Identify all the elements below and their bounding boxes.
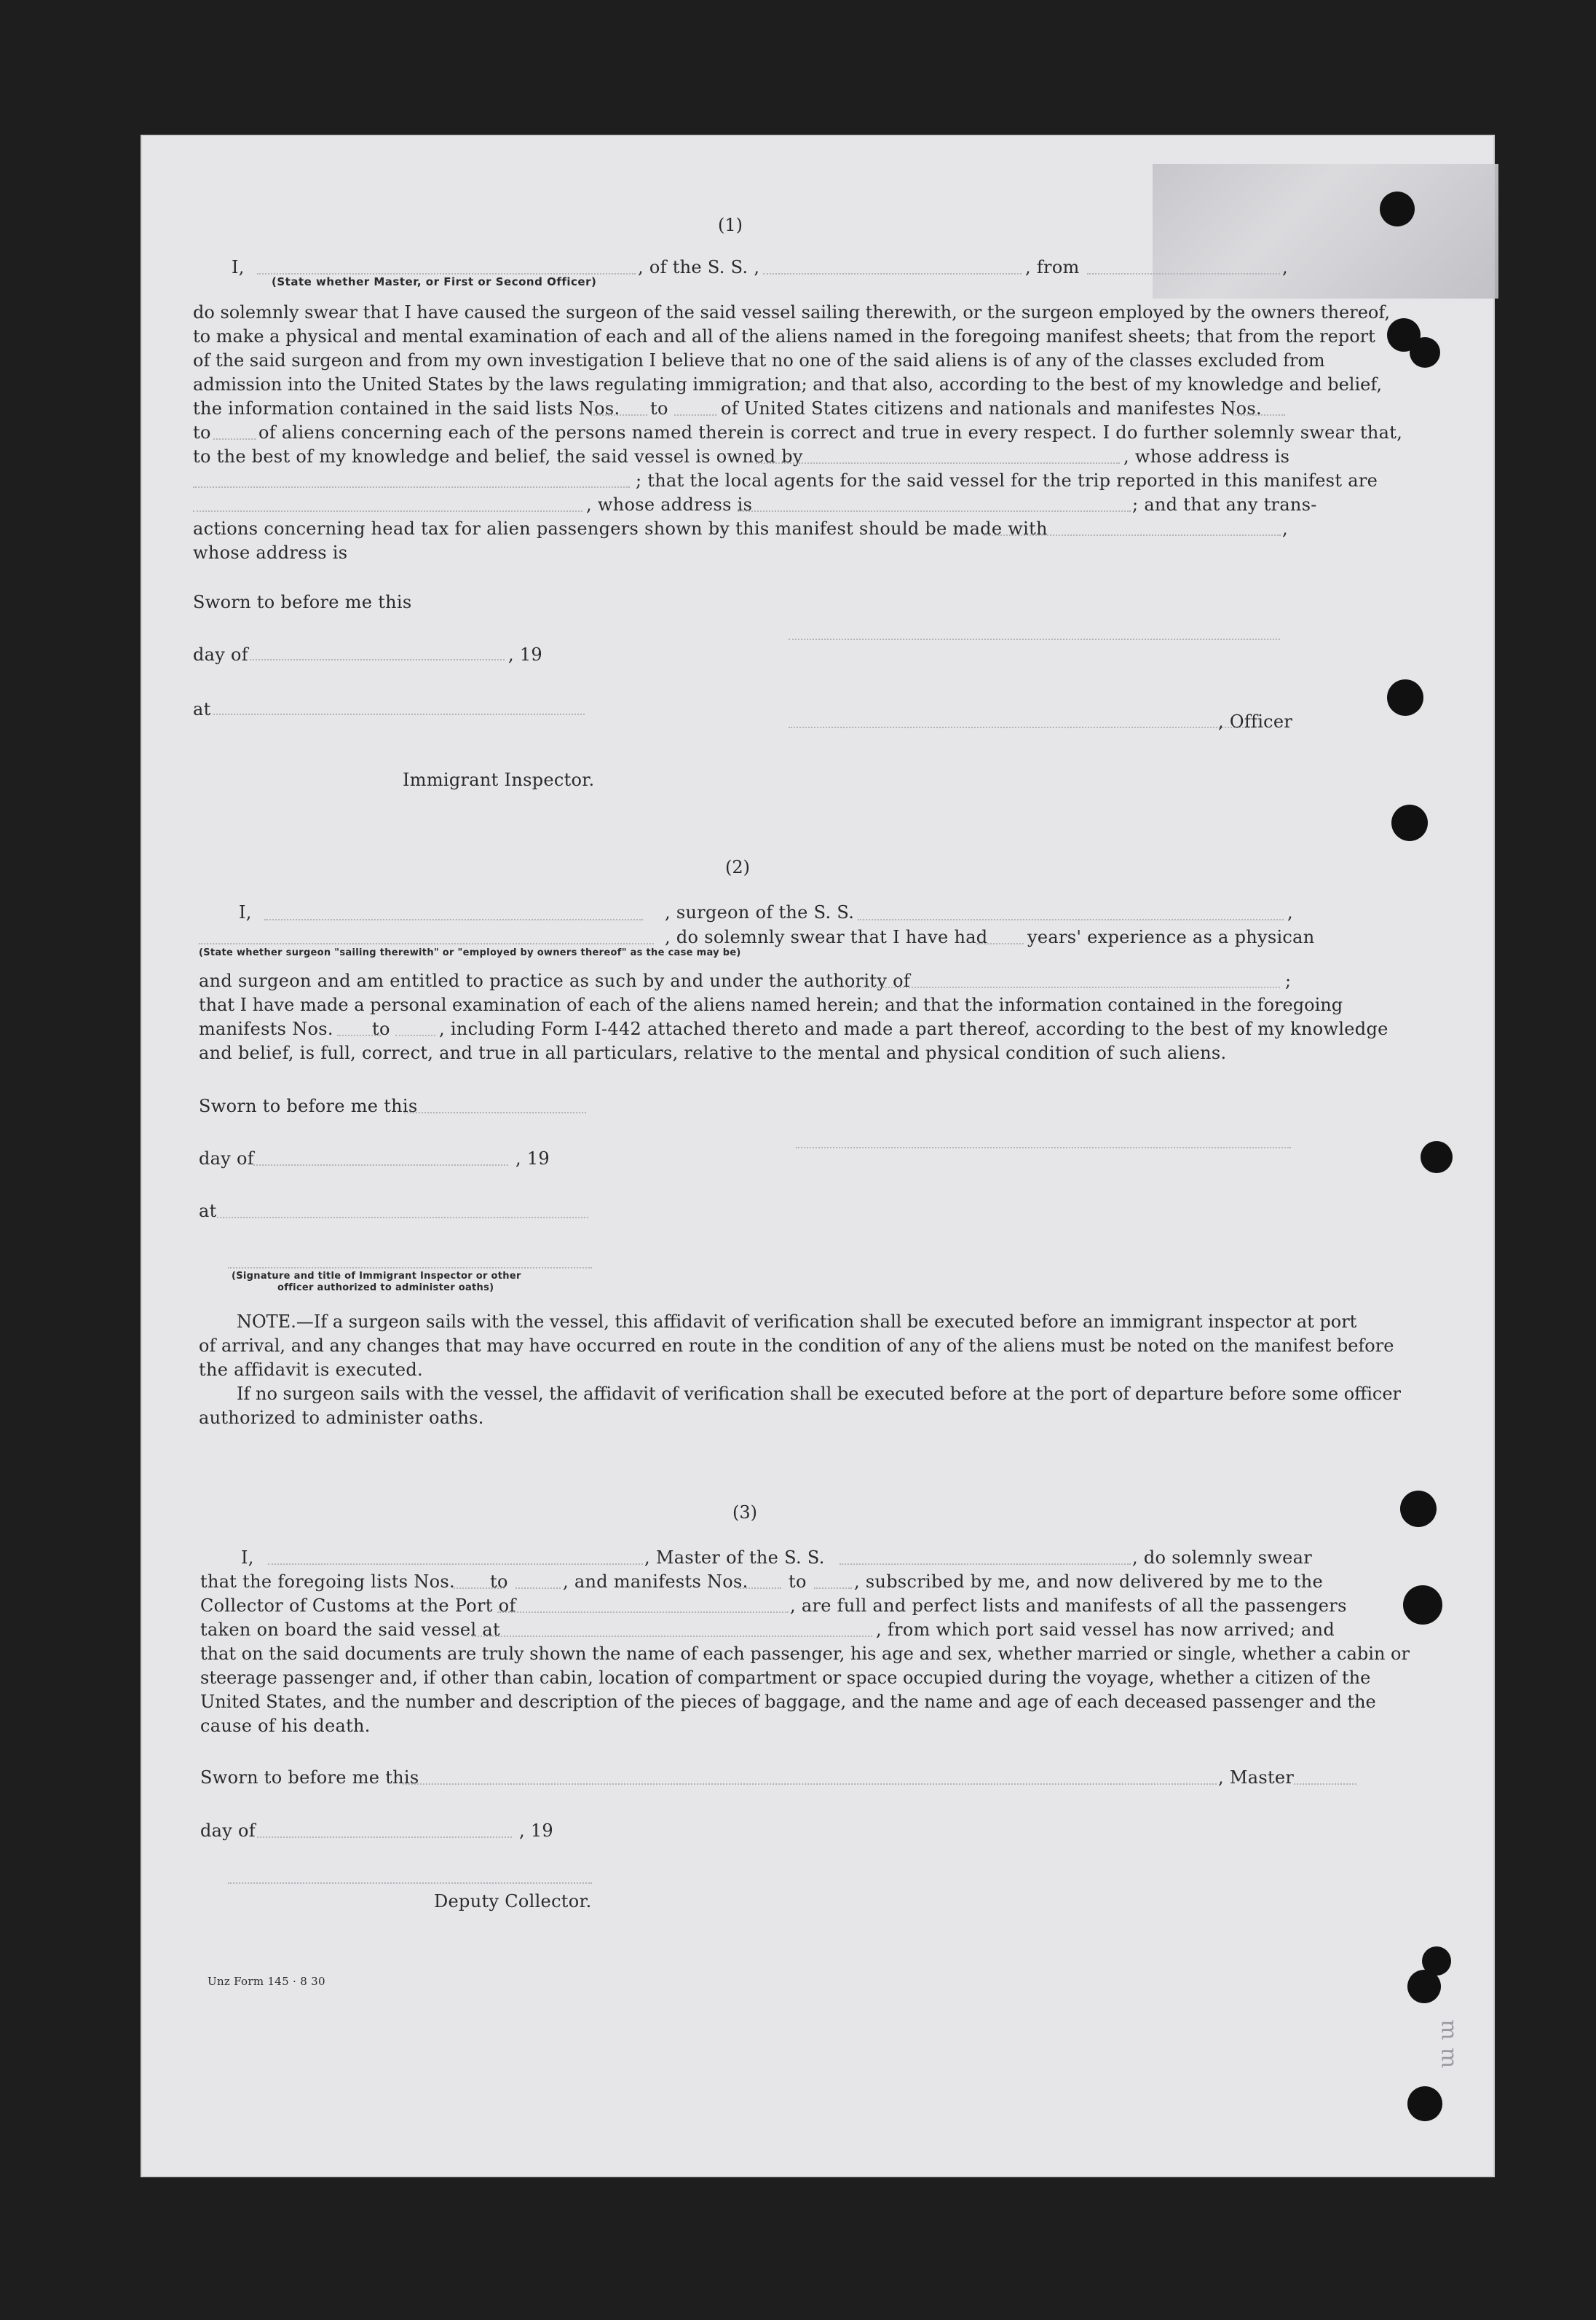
s1-row11: whose address is bbox=[193, 542, 348, 563]
s2-sig-caption-1: (Signature and title of Immigrant Inspector or other bbox=[232, 1271, 521, 1282]
s2-surgeon-note: (State whether surgeon "sailing therewith" or "employed by owners thereof" as the case may be) bbox=[199, 947, 741, 958]
s1-row5-a: the information contained in the said lists Nos. bbox=[193, 398, 620, 419]
s1-19: , 19 bbox=[508, 644, 542, 665]
s3-row2-a: that the foregoing lists Nos. bbox=[200, 1571, 455, 1592]
s2-body-row: that I have made a personal examination of each of the aliens named herein; and that the information contained in the foregoing bbox=[199, 995, 1343, 1015]
s3-row4-b: , from which port said vessel has now arrived; and bbox=[876, 1619, 1335, 1640]
s3-row4-a: taken on board the said vessel at bbox=[200, 1619, 500, 1640]
s2-line1-i: I, bbox=[239, 902, 252, 923]
s2-note-row: NOTE.—If a surgeon sails with the vessel, this affidavit of verification shall be executed before an immigrant inspector at port bbox=[237, 1311, 1357, 1332]
s1-dayof: day of bbox=[193, 644, 248, 665]
section-1-number: (1) bbox=[718, 215, 743, 235]
s2-sworn: Sworn to before me this bbox=[199, 1096, 418, 1116]
punch-hole bbox=[1400, 1491, 1437, 1527]
s2-row3: and surgeon and am entitled to practice as such by and under the authority of bbox=[199, 971, 911, 991]
s2-dayof: day of bbox=[199, 1148, 254, 1169]
s1-body-row: admission into the United States by the laws regulating immigration; and that also, according to the best of my knowledge and belief, bbox=[193, 374, 1383, 395]
s2-row5-b: to bbox=[372, 1019, 390, 1039]
s1-row6-a: to bbox=[193, 422, 211, 443]
punch-hole bbox=[1391, 805, 1428, 841]
s1-body-row: of the said surgeon and from my own investigation I believe that no one of the said aliens is of any of the classes excluded from bbox=[193, 350, 1325, 371]
punch-hole bbox=[1387, 679, 1423, 716]
punch-hole bbox=[1407, 1970, 1441, 2003]
s2-note-row: of arrival, and any changes that may have occurred en route in the condition of any of the aliens must be noted on the manifest before bbox=[199, 1335, 1394, 1356]
s3-sworn: Sworn to before me this bbox=[200, 1767, 419, 1788]
s2-row6: and belief, is full, correct, and true in all particulars, relative to the mental and physical condition of such aliens. bbox=[199, 1043, 1227, 1063]
s3-row2-e: , subscribed by me, and now delivered by me to the bbox=[854, 1571, 1323, 1592]
s2-sig-caption-2: officer authorized to administer oaths) bbox=[277, 1282, 494, 1293]
s1-line1-of-ss: , of the S. S. , bbox=[638, 257, 760, 277]
punch-hole bbox=[1410, 337, 1440, 368]
s2-note2-end: authorized to administer oaths. bbox=[199, 1408, 484, 1428]
s2-note-end: the affidavit is executed. bbox=[199, 1360, 423, 1380]
s3-line1-swear: , do solemnly swear bbox=[1132, 1547, 1312, 1568]
punch-hole bbox=[1403, 1585, 1442, 1625]
punch-hole bbox=[1421, 1141, 1453, 1173]
s1-row7-b: , whose address is bbox=[1123, 446, 1290, 467]
section-2-number: (2) bbox=[725, 857, 750, 877]
s3-body bbox=[200, 1642, 1410, 1714]
s2-line2-b: years' experience as a physican bbox=[1027, 927, 1315, 947]
form-number: Unz Form 145 · 8 30 bbox=[208, 1975, 325, 1988]
s2-note bbox=[199, 1310, 1394, 1358]
s2-19: , 19 bbox=[515, 1148, 550, 1169]
s2-body bbox=[199, 993, 1343, 1017]
s1-row8: ; that the local agents for the said vessel for the trip reported in this manifest are bbox=[636, 470, 1378, 491]
s3-body-row: steerage passenger and, if other than cabin, location of compartment or space occupied during the voyage, whether a citizen of the bbox=[200, 1668, 1371, 1688]
s1-row10-end: , bbox=[1282, 518, 1288, 539]
s1-row10: actions concerning head tax for alien passengers shown by this manifest should be made with bbox=[193, 518, 1048, 539]
s3-row2-b: to bbox=[490, 1571, 508, 1592]
s1-body-row: to make a physical and mental examination of each and all of the aliens named in the foregoing manifest sheets; that from the report bbox=[193, 326, 1375, 347]
s3-19: , 19 bbox=[519, 1820, 553, 1841]
s1-at: at bbox=[193, 699, 211, 719]
s1-row9-b: ; and that any trans- bbox=[1132, 494, 1317, 515]
s3-deputy-collector: Deputy Collector. bbox=[434, 1891, 592, 1911]
margin-mark: ɯ ɯ bbox=[1434, 2019, 1460, 2069]
s3-body-row: that on the said documents are truly shown the name of each passenger, his age and sex, whether married or single, whether a cabin or bbox=[200, 1644, 1410, 1664]
s3-row2-c: , and manifests Nos. bbox=[563, 1571, 748, 1592]
s2-note2 bbox=[199, 1382, 1401, 1406]
s1-line1-from: , from bbox=[1025, 257, 1080, 277]
s1-body bbox=[193, 301, 1391, 397]
s3-body-row: United States, and the number and description of the pieces of baggage, and the name and age of each deceased passenger and the bbox=[200, 1692, 1376, 1712]
s3-row-end: cause of his death. bbox=[200, 1716, 371, 1736]
section-3-number: (3) bbox=[732, 1502, 757, 1523]
s1-officer-note: (State whether Master, or First or Second Officer) bbox=[272, 275, 597, 288]
s2-line1-surgeon: , surgeon of the S. S. bbox=[665, 902, 855, 923]
s3-master: , Master bbox=[1218, 1766, 1294, 1790]
s3-row3-b: , are full and perfect lists and manifests of all the passengers bbox=[790, 1595, 1347, 1616]
s1-officer: , Officer bbox=[1218, 711, 1293, 732]
s1-line1-end: , bbox=[1282, 257, 1288, 277]
s2-row5-a: manifests Nos. bbox=[199, 1019, 333, 1039]
s1-immigrant-inspector: Immigrant Inspector. bbox=[403, 770, 595, 790]
s3-dayof: day of bbox=[200, 1820, 256, 1841]
s3-line1-master: , Master of the S. S. bbox=[644, 1547, 825, 1568]
s1-row5-b: to bbox=[650, 398, 668, 419]
s3-row2-d: to bbox=[789, 1571, 807, 1592]
s1-row7-a: to the best of my knowledge and belief, the said vessel is owned by bbox=[193, 446, 803, 467]
s1-line1-i: I, bbox=[232, 257, 245, 277]
s2-note2-row: If no surgeon sails with the vessel, the affidavit of verification shall be executed before at the port of departure before some officer bbox=[237, 1384, 1401, 1404]
tape-patch bbox=[1153, 164, 1498, 299]
s1-row6-b: of aliens concerning each of the persons named therein is correct and true in every respect. I do further solemnly swear that, bbox=[258, 422, 1403, 443]
s2-line1-end: , bbox=[1287, 902, 1293, 923]
s2-row5-c: , including Form I-442 attached thereto and made a part thereof, according to the best of my knowledge bbox=[439, 1019, 1388, 1039]
s3-line1-i: I, bbox=[241, 1547, 254, 1568]
s1-row5-c: of United States citizens and nationals and manifestes Nos. bbox=[721, 398, 1262, 419]
s1-row9-a: , whose address is bbox=[586, 494, 753, 515]
manifest-affidavit-sheet bbox=[141, 135, 1495, 2177]
s2-row3-end: ; bbox=[1285, 971, 1292, 991]
s3-row3-a: Collector of Customs at the Port of bbox=[200, 1595, 516, 1616]
s1-sworn: Sworn to before me this bbox=[193, 592, 412, 612]
s2-line2-a: , do solemnly swear that I have had bbox=[665, 927, 988, 947]
punch-hole bbox=[1407, 2086, 1442, 2121]
s1-body-row: do solemnly swear that I have caused the surgeon of the said vessel sailing therewith, or the surgeon employed by the owners thereof, bbox=[193, 302, 1391, 323]
punch-hole bbox=[1380, 192, 1415, 226]
s2-at: at bbox=[199, 1201, 217, 1221]
